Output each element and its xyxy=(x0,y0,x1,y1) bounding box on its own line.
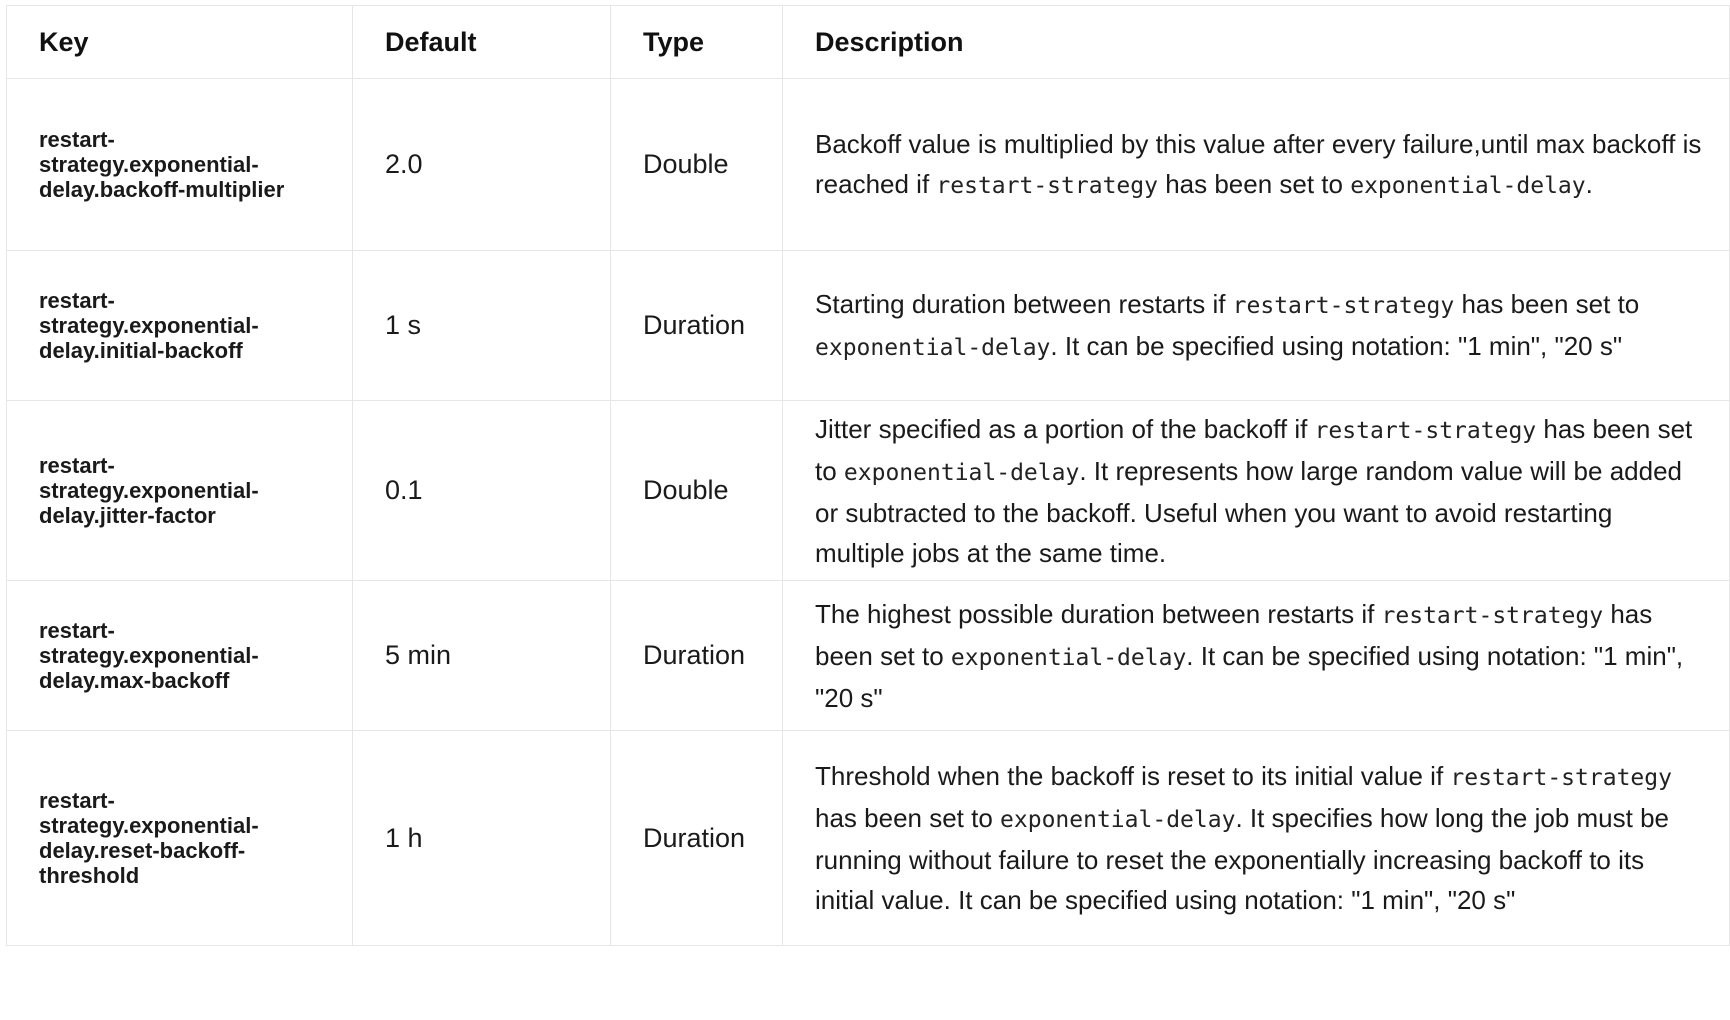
option-key-text: restart-strategy.exponential-delay.reset-backoff-threshold xyxy=(39,788,259,888)
table-row xyxy=(7,731,1730,946)
code-exponential-delay: exponential-delay xyxy=(843,459,1080,486)
option-type: Double xyxy=(611,401,783,581)
desc-text: . It specifies how long the job must be running without failure to reset the exponentially increasing backoff to its initial value. It can be specified using notation: "1 min", "20 s" xyxy=(815,803,1670,915)
desc-text: has been set to xyxy=(1454,288,1640,319)
table-row xyxy=(7,401,1730,581)
code-restart-strategy: restart-strategy xyxy=(1450,765,1672,791)
option-type: Duration xyxy=(611,251,783,401)
desc-text: . It can be specified using notation: "1 min", "20 s" xyxy=(1050,330,1623,361)
config-options-table xyxy=(6,5,1730,946)
option-key-text: restart-strategy.exponential-delay.initial-backoff xyxy=(39,288,259,363)
desc-text: has been set to xyxy=(1157,168,1351,199)
code-exponential-delay: exponential-delay xyxy=(1000,807,1236,833)
desc-text: Jitter specified as a portion of the backoff if xyxy=(815,413,1315,444)
code-restart-strategy: restart-strategy xyxy=(1232,292,1455,319)
option-description xyxy=(783,581,1730,731)
option-key xyxy=(7,401,353,581)
code-exponential-delay: exponential-delay xyxy=(950,644,1187,671)
desc-text: . It represents how large random value will be added or subtracted to the backoff. Useful when you want to avoid restarting multiple jobs at the same time. xyxy=(815,455,1682,568)
option-default: 1 s xyxy=(353,251,611,401)
option-type: Double xyxy=(611,79,783,251)
option-description xyxy=(783,401,1730,581)
desc-text: Backoff value is multiplied by this value after every failure,until max backoff is reached if xyxy=(815,128,1702,199)
table-header-row xyxy=(7,6,1730,79)
header-type: Type xyxy=(611,6,783,79)
desc-text: has been set to xyxy=(815,803,1001,833)
code-restart-strategy: restart-strategy xyxy=(1381,602,1604,629)
option-description xyxy=(783,251,1730,401)
desc-text: The highest possible duration between restarts if xyxy=(815,598,1382,629)
option-default: 5 min xyxy=(353,581,611,731)
code-exponential-delay: exponential-delay xyxy=(1350,172,1586,199)
desc-text: Starting duration between restarts if xyxy=(815,288,1233,319)
option-key-text: restart-strategy.exponential-delay.max-backoff xyxy=(39,618,259,693)
desc-text: has been set to xyxy=(815,413,1693,486)
code-restart-strategy: restart-strategy xyxy=(1314,417,1537,444)
option-description xyxy=(783,79,1730,251)
code-restart-strategy: restart-strategy xyxy=(936,172,1158,199)
desc-text: has been set to xyxy=(815,598,1653,671)
table-row xyxy=(7,251,1730,401)
option-key xyxy=(7,581,353,731)
header-key: Key xyxy=(7,6,353,79)
option-key-text: restart-strategy.exponential-delay.jitter-factor xyxy=(39,453,259,528)
desc-text: . xyxy=(1585,168,1593,199)
option-default: 0.1 xyxy=(353,401,611,581)
code-exponential-delay: exponential-delay xyxy=(815,334,1051,361)
header-description: Description xyxy=(783,6,1730,79)
desc-text: . It can be specified using notation: "1 min", "20 s" xyxy=(815,640,1684,713)
option-key xyxy=(7,79,353,251)
table-row xyxy=(7,581,1730,731)
header-default: Default xyxy=(353,6,611,79)
table-row xyxy=(7,79,1730,251)
option-key-text: restart-strategy.exponential-delay.backoff-multiplier xyxy=(39,127,285,202)
option-default: 2.0 xyxy=(353,79,611,251)
option-description xyxy=(783,731,1730,946)
option-default: 1 h xyxy=(353,731,611,946)
desc-text: Threshold when the backoff is reset to its initial value if xyxy=(815,761,1451,791)
option-key xyxy=(7,731,353,946)
option-type: Duration xyxy=(611,731,783,946)
option-key xyxy=(7,251,353,401)
option-type: Duration xyxy=(611,581,783,731)
